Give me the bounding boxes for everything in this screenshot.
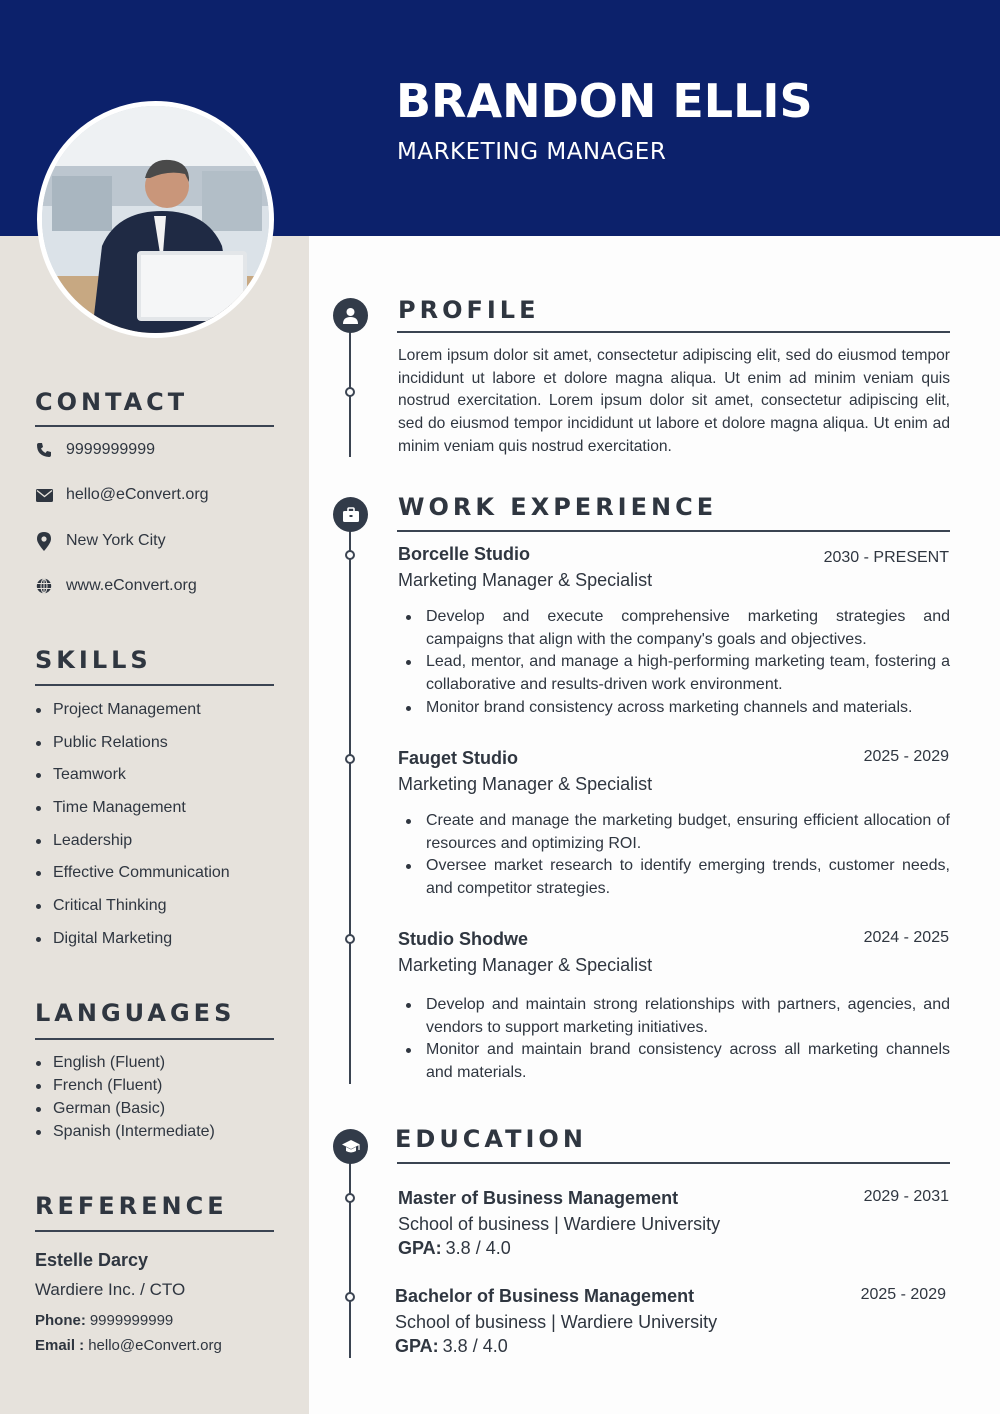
skills-heading: SKILLS (35, 646, 152, 674)
reference-divider (35, 1230, 274, 1232)
gpa-value: 3.8 / 4.0 (445, 1238, 511, 1258)
job-role: Marketing Manager & Specialist (398, 955, 653, 975)
job-duty: Lead, mentor, and manage a high-performing marketing team, fostering a collaborative and results-driven work environment. (405, 651, 950, 696)
timeline-dot (345, 387, 355, 397)
languages-divider (35, 1038, 274, 1040)
job-company: Fauget Studio (398, 748, 518, 768)
job-role: Marketing Manager & Specialist (398, 570, 653, 590)
work-heading: WORK EXPERIENCE (398, 493, 718, 521)
reference-email-line (35, 1337, 222, 1354)
job-duties (405, 810, 950, 901)
skills-divider (35, 684, 274, 686)
skill-item: Digital Marketing (35, 929, 230, 962)
profile-summary: Lorem ipsum dolor sit amet, consectetur adipiscing elit, sed do eiusmod tempor incididunt ut labore et dolore magna aliqua. Ut enim ad minim veniam quis nostrud exercitation. Lorem ipsum dolor sit amet, consectetur adipiscing elit, sed do eiusmod tempor incididunt ut labore et dolore magna aliqua. Ut enim ad minim veniam quis nostrud exercitation. (398, 347, 950, 455)
contact-phone: 9999999999 (66, 441, 155, 458)
contact-divider (35, 425, 274, 427)
contact-email-row (35, 483, 285, 507)
timeline-dot (345, 550, 355, 560)
phone-icon (35, 441, 53, 459)
contact-location: New York City (66, 532, 166, 549)
job-dates: 2025 - 2029 (863, 748, 949, 765)
timeline-dot (345, 754, 355, 764)
job-duty: Monitor and maintain brand consistency across all marketing channels and materials. (405, 1039, 950, 1084)
user-icon (333, 298, 368, 333)
language-item: German (Basic) (35, 1099, 215, 1122)
education-heading: EDUCATION (395, 1125, 587, 1153)
job-dates: 2030 - PRESENT (823, 549, 949, 566)
job-duty: Develop and maintain strong relationships with partners, agencies, and vendors to support marketing initiatives. (405, 994, 950, 1039)
timeline-dot (345, 934, 355, 944)
skill-item: Teamwork (35, 765, 230, 798)
job-duty: Monitor brand consistency across marketing channels and materials. (405, 697, 950, 720)
briefcase-icon (333, 497, 368, 532)
skills-list (35, 700, 230, 962)
job-dates: 2024 - 2025 (863, 929, 949, 946)
skill-item: Critical Thinking (35, 896, 230, 929)
languages-heading: LANGUAGES (35, 999, 236, 1027)
candidate-name: BRANDON ELLIS (396, 74, 813, 128)
candidate-title: MARKETING MANAGER (397, 139, 667, 165)
education-dates: 2025 - 2029 (860, 1286, 946, 1303)
education-timeline (349, 1162, 351, 1358)
education-dates: 2029 - 2031 (863, 1188, 949, 1205)
globe-icon (35, 577, 53, 595)
reference-email-label: Email : (35, 1337, 85, 1354)
gpa-label: GPA: (398, 1238, 442, 1258)
reference-name: Estelle Darcy (35, 1250, 149, 1270)
education-gpa-line (398, 1238, 511, 1259)
gpa-value: 3.8 / 4.0 (442, 1336, 508, 1356)
mail-icon (35, 486, 53, 504)
languages-list (35, 1053, 215, 1145)
timeline-dot (345, 1193, 355, 1203)
job-duty: Oversee market research to identify emerging trends, customer needs, and competitor strategies. (405, 855, 950, 900)
contact-heading: CONTACT (35, 388, 189, 416)
contact-email[interactable]: hello@eConvert.org (66, 486, 209, 503)
job-duty: Develop and execute comprehensive marketing strategies and campaigns that align with the company's goals and objectives. (405, 606, 950, 651)
reference-heading: REFERENCE (35, 1192, 228, 1220)
profile-photo (37, 101, 274, 338)
reference-email[interactable]: hello@eConvert.org (88, 1337, 222, 1354)
skill-item: Public Relations (35, 733, 230, 766)
profile-heading: PROFILE (398, 296, 540, 324)
gpa-label: GPA: (395, 1336, 439, 1356)
reference-phone: 9999999999 (89, 1312, 174, 1329)
contact-phone-row (35, 438, 285, 462)
work-timeline (349, 530, 351, 1084)
profile-divider (397, 331, 950, 333)
contact-location-row (35, 529, 285, 553)
skill-item: Project Management (35, 700, 230, 733)
language-item: English (Fluent) (35, 1053, 215, 1076)
graduation-cap-icon (333, 1129, 368, 1164)
education-degree: Master of Business Management (398, 1188, 679, 1208)
job-duty: Create and manage the marketing budget, ensuring efficient allocation of resources and optimizing ROI. (405, 810, 950, 855)
work-divider (397, 530, 950, 532)
skill-item: Time Management (35, 798, 230, 831)
education-divider (397, 1162, 950, 1164)
timeline-dot (345, 1292, 355, 1302)
language-item: French (Fluent) (35, 1076, 215, 1099)
education-school: School of business | Wardiere University (395, 1312, 718, 1332)
job-company: Borcelle Studio (398, 544, 531, 564)
reference-phone-line (35, 1312, 173, 1329)
skill-item: Effective Communication (35, 863, 230, 896)
location-pin-icon (35, 532, 53, 550)
education-degree: Bachelor of Business Management (395, 1286, 695, 1306)
job-duties (405, 994, 950, 1085)
education-gpa-line (395, 1336, 508, 1357)
contact-website-row (35, 574, 285, 598)
reference-phone-label: Phone: (35, 1312, 86, 1329)
contact-website[interactable]: www.eConvert.org (66, 577, 197, 594)
education-school: School of business | Wardiere University (398, 1214, 721, 1234)
job-duties (405, 606, 950, 720)
language-item: Spanish (Intermediate) (35, 1122, 215, 1145)
job-company: Studio Shodwe (398, 929, 528, 949)
job-role: Marketing Manager & Specialist (398, 774, 653, 794)
reference-org: Wardiere Inc. / CTO (35, 1280, 186, 1299)
skill-item: Leadership (35, 831, 230, 864)
